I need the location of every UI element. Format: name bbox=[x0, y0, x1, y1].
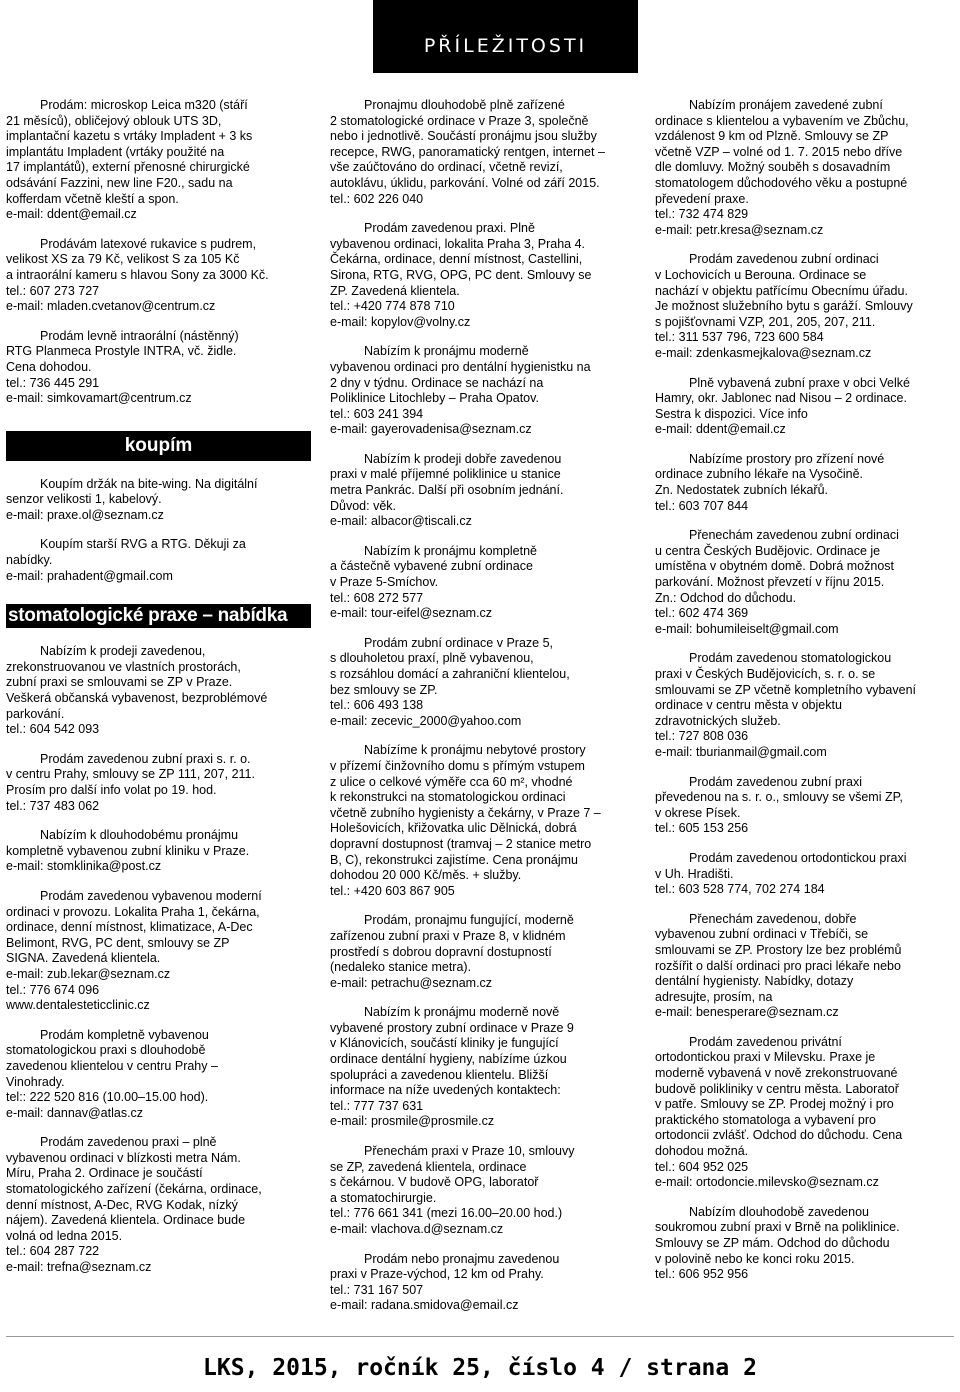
ad-line: ortodoncii zvlášť. Odchod do důchodu. Cena bbox=[655, 1128, 903, 1143]
classified-ad bbox=[6, 537, 311, 584]
ad-line: ordinace, denní místnost, klimatizace, A-Dec bbox=[6, 920, 253, 935]
ad-line: tel.: 603 241 394 bbox=[330, 406, 424, 421]
ad-line: Prodám zavedenou vybavenou moderní bbox=[40, 888, 262, 903]
ad-line: e-mail: bohumileiselt@gmail.com bbox=[655, 621, 839, 636]
classified-ad bbox=[655, 98, 955, 238]
section-heading-praxe: stomatologické praxe – nabídka bbox=[6, 604, 311, 628]
classified-ad bbox=[6, 237, 311, 315]
ad-line: v Lochovicích u Berouna. Ordinace se bbox=[655, 267, 867, 282]
ad-line: tel.: 602 226 040 bbox=[330, 191, 424, 206]
ad-line: s čekárnou. V budově OPG, laboratoř bbox=[330, 1175, 539, 1190]
ad-line: Prodám, pronajmu fungující, moderně bbox=[364, 913, 574, 928]
ad-line: 2 dny v týdnu. Ordinace se nachází na bbox=[330, 375, 544, 390]
ad-line: Prodám levně intraorální (nástěnný) bbox=[40, 328, 239, 343]
ad-line: praxi v malé příjemné poliklinice u stanice bbox=[330, 467, 561, 482]
ad-line: Prodám zavedenou praxi – plně bbox=[40, 1135, 217, 1150]
ad-line: u centra Českých Budějovic. Ordinace je bbox=[655, 543, 881, 558]
ad-line: umístěna v obytném domě. Dobrá možnost bbox=[655, 559, 895, 574]
ad-line: Nabízím k dlouhodobému pronájmu bbox=[40, 828, 239, 843]
ad-line: tel.: 727 808 036 bbox=[655, 729, 749, 744]
ad-line: Prodám zavedenou praxi. Plně bbox=[364, 221, 535, 236]
ad-line: e-mail: zecevic_2000@yahoo.com bbox=[330, 713, 522, 728]
ad-line: Přenechám zavedenou zubní ordinaci bbox=[689, 528, 899, 543]
ad-line: převedení praxe. bbox=[655, 191, 749, 206]
classified-ad bbox=[330, 1005, 638, 1130]
ad-line: tel.: 608 272 577 bbox=[330, 590, 424, 605]
ad-line: denní místnost, A-Dec, RVG Kodak, nízký bbox=[6, 1197, 238, 1212]
ad-line: tel.: 604 542 093 bbox=[6, 722, 100, 737]
ad-line: Plně vybavená zubní praxe v obci Velké bbox=[689, 375, 910, 390]
page-footer: LKS, 2015, ročník 25, číslo 4 / strana 2 bbox=[203, 1355, 757, 1381]
classified-ad bbox=[330, 636, 638, 730]
footer-divider bbox=[6, 1336, 954, 1337]
ad-line: Cena dohodou. bbox=[6, 359, 92, 374]
ad-line: e-mail: simkovamart@centrum.cz bbox=[6, 391, 192, 406]
ad-line: a stomatochirurgie. bbox=[330, 1190, 437, 1205]
classified-ad bbox=[330, 1252, 638, 1314]
ad-line: nebo i jednotlivě. Součástí pronájmu jsou služby bbox=[330, 129, 597, 144]
classified-ad bbox=[655, 851, 955, 898]
ad-line: RTG Planmeca Prostyle INTRA, vč. židle. bbox=[6, 344, 237, 359]
classified-ad bbox=[6, 1135, 311, 1275]
ad-line: ordinace v centru města v objektu bbox=[655, 698, 842, 713]
ad-line: rozšířit o další ordinaci pro praci lékaře nebo bbox=[655, 958, 901, 973]
ad-line: www.dentalesteticclinic.cz bbox=[6, 998, 150, 1013]
ad-line: tel.: 605 153 256 bbox=[655, 821, 749, 836]
ad-line: stomatologického zařízení (čekárna, ordinace, bbox=[6, 1182, 262, 1197]
ad-line: praxi v Praze-východ, 12 km od Prahy. bbox=[330, 1267, 544, 1282]
ad-line: Zn.: Odchod do důchodu. bbox=[655, 590, 797, 605]
ad-line: praktického stomatologa a vybavení pro bbox=[655, 1112, 876, 1127]
classified-ad bbox=[6, 644, 311, 738]
ad-line: bez smlouvy se ZP. bbox=[330, 682, 438, 697]
ad-line: tel.: 732 474 829 bbox=[655, 207, 749, 222]
ad-line: Zn. Nedostatek zubních lékařů. bbox=[655, 483, 829, 498]
ad-line: tel:: 222 520 816 (10.00–15.00 hod). bbox=[6, 1090, 209, 1105]
ad-line: v Praze 5-Smíchov. bbox=[330, 575, 439, 590]
ad-line: Je možnost služebního bytu s garáží. Smlouvy bbox=[655, 299, 913, 314]
ad-line: tel.: 606 493 138 bbox=[330, 698, 424, 713]
section-banner: PŘÍLEŽITOSTI bbox=[373, 0, 638, 73]
ad-line: smlouvami se ZP včetně kompletního vybavení bbox=[655, 682, 917, 697]
ad-line: implantační kazetu s vrtáky Impladent + 3 ks bbox=[6, 129, 253, 144]
classified-ad bbox=[655, 528, 955, 637]
ad-line: B, C), rekonstrukci zajistíme. Cena pronájmu bbox=[330, 852, 579, 867]
section-heading-koupim: koupím bbox=[6, 431, 311, 461]
ad-line: Nabízím k prodeji dobře zavedenou bbox=[364, 451, 562, 466]
ad-line: e-mail: radana.smidova@email.cz bbox=[330, 1298, 519, 1313]
ad-line: Sestra k dispozici. Více info bbox=[655, 406, 808, 421]
ad-line: a intraorální kameru s hlavou Sony za 3000 Kč. bbox=[6, 267, 269, 282]
ad-line: v patře. Smlouvy se ZP. Prodej možný i pro bbox=[655, 1097, 894, 1112]
ad-line: Nabízíme prostory pro zřízení nové bbox=[689, 451, 885, 466]
ad-line: v přízemí činžovního domu s přímým vstupem bbox=[330, 758, 585, 773]
ad-line: nachází v objektu patřícímu Obecnímu úřadu. bbox=[655, 283, 908, 298]
praxe-list bbox=[6, 644, 311, 1275]
ad-line: kompletně vybavenou zubní kliniku v Praze. bbox=[6, 843, 250, 858]
classified-ad bbox=[330, 743, 638, 899]
ad-line: se ZP, zavedená klientela, ordinace bbox=[330, 1159, 527, 1174]
ad-line: v Klánovicích, součástí kliniky je fungující bbox=[330, 1036, 559, 1051]
classified-ad bbox=[6, 1028, 311, 1122]
ad-line: tel.: +420 603 867 905 bbox=[330, 883, 455, 898]
ad-line: včetně zubního hygienisty a čekárny, v Praze 7 – bbox=[330, 805, 601, 820]
ad-line: Sirona, RTG, RVG, OPG, PC dent. Smlouvy se bbox=[330, 267, 592, 282]
classified-ad bbox=[6, 98, 311, 223]
ad-line: Nabízím pronájem zavedené zubní bbox=[689, 98, 883, 112]
column-right bbox=[655, 98, 955, 1297]
ad-line: Vinohrady. bbox=[6, 1074, 65, 1089]
ad-line: Nabízím k pronájmu moderně bbox=[364, 344, 529, 359]
ad-line: e-mail: tour-eifel@seznam.cz bbox=[330, 606, 493, 621]
ad-line: v okrese Písek. bbox=[655, 805, 741, 820]
ad-line: s pojišťovnami VZP, 201, 205, 207, 211. bbox=[655, 314, 876, 329]
ad-line: s dlouholetou praxí, plně vybavenou, bbox=[330, 651, 534, 666]
ad-line: Prodám nebo pronajmu zavedenou bbox=[364, 1251, 560, 1266]
ad-line: Prodám kompletně vybavenou bbox=[40, 1027, 209, 1042]
ad-line: adresujte, prosím, na bbox=[655, 989, 773, 1004]
ad-line: vybavené prostory zubní ordinace v Praze 9 bbox=[330, 1020, 574, 1035]
ad-line: Nabízím k prodeji zavedenou, bbox=[40, 644, 206, 659]
ad-line: ZP. Zavedená klientela. bbox=[330, 283, 460, 298]
ad-line: e-mail: praxe.ol@seznam.cz bbox=[6, 507, 164, 522]
ad-line: tel.: 777 737 631 bbox=[330, 1098, 424, 1113]
ad-line: Smlouvy se ZP mám. Odchod do důchodu bbox=[655, 1236, 890, 1250]
ad-line: e-mail: benesperare@seznam.cz bbox=[655, 1005, 839, 1020]
ads-list bbox=[6, 98, 311, 407]
ad-line: vybavenou zubní ordinaci v Třebíči, se bbox=[655, 927, 869, 942]
ad-line: s rozsáhlou domácí a zahraniční klientelou, bbox=[330, 667, 570, 681]
ad-line: zařízenou zubní praxi v Praze 8, v klidném bbox=[330, 928, 566, 943]
ad-line: e-mail: petr.kresa@seznam.cz bbox=[655, 222, 824, 237]
ad-line: tel.: 603 528 774, 702 274 184 bbox=[655, 882, 825, 897]
classified-ad bbox=[655, 376, 955, 438]
ad-line: tel.: 602 474 369 bbox=[655, 606, 749, 621]
ad-line: Poliklinice Litochleby – Praha Opatov. bbox=[330, 391, 539, 406]
ad-line: e-mail: prosmile@prosmile.cz bbox=[330, 1114, 495, 1129]
classified-ad bbox=[330, 913, 638, 991]
ad-line: Koupím držák na bite-wing. Na digitální bbox=[40, 476, 258, 491]
ad-line: tel.: 737 483 062 bbox=[6, 798, 100, 813]
ad-line: tel.: 604 287 722 bbox=[6, 1244, 100, 1259]
ad-line: ordinace dentální hygieny, nabízíme úzkou bbox=[330, 1052, 567, 1067]
ad-line: Čekárna, ordinace, denní místnost, Castellini, bbox=[330, 252, 583, 267]
classified-ad bbox=[655, 452, 955, 514]
ad-line: Nabízím dlouhodobě zavedenou bbox=[689, 1204, 869, 1219]
ad-line: velikost XS za 79 Kč, velikost S za 105 Kč bbox=[6, 252, 240, 267]
ad-line: Koupím starší RVG a RTG. Děkuji za bbox=[40, 537, 246, 552]
ad-line: dohodou 20 000 Kč/měs. + služby. bbox=[330, 868, 522, 883]
ad-line: tel.: 604 952 025 bbox=[655, 1159, 749, 1174]
ad-line: vybavenou ordinaci, lokalita Praha 3, Praha 4. bbox=[330, 236, 586, 251]
classified-ad bbox=[330, 452, 638, 530]
classified-ad bbox=[6, 828, 311, 875]
ad-line: parkování. Možnost převzetí v říjnu 2015. bbox=[655, 575, 885, 590]
ad-line: včetně VZP – volné od 1. 7. 2015 nebo dříve bbox=[655, 144, 903, 159]
ad-line: kofferdam včetně kleští a spon. bbox=[6, 191, 179, 206]
ad-line: prostředí s dobrou dopravní dostupností bbox=[330, 944, 552, 959]
ad-line: volná od ledna 2015. bbox=[6, 1228, 123, 1243]
ad-line: 17 implantátů), externí přenosné chirurgické bbox=[6, 160, 250, 175]
ad-line: e-mail: tburianmail@gmail.com bbox=[655, 744, 827, 759]
ad-line: Přenechám praxi v Praze 10, smlouvy bbox=[364, 1144, 575, 1159]
ad-line: praxi v Českých Budějovicích, s. r. o. se bbox=[655, 667, 876, 681]
ad-line: zubní praxi se smlouvami se ZP v Praze. bbox=[6, 675, 233, 690]
ad-line: e-mail: dannav@atlas.cz bbox=[6, 1105, 144, 1120]
ad-line: vybavenou ordinaci v blízkosti metra Nám. bbox=[6, 1150, 241, 1165]
ad-line: Prodám zavedenou zubní praxi bbox=[689, 774, 863, 789]
ad-line: (nedaleko stanice metra). bbox=[330, 960, 472, 975]
ad-line: Prodávám latexové rukavice s pudrem, bbox=[40, 236, 257, 251]
ad-line: SIGNA. Zavedená klientela. bbox=[6, 951, 161, 966]
classified-ad bbox=[655, 252, 955, 361]
ad-line: e-mail: ortodoncie.milevsko@seznam.cz bbox=[655, 1175, 879, 1190]
ad-line: soukromou zubní praxi v Brně na poliklinice. bbox=[655, 1220, 900, 1235]
ad-line: 21 měsíců), obličejový oblouk UTS 3D, bbox=[6, 113, 222, 128]
ad-line: nabídky. bbox=[6, 553, 53, 568]
ad-line: Prosím pro další info volat po 19. hod. bbox=[6, 783, 217, 797]
classified-ad bbox=[6, 889, 311, 1014]
ads-list bbox=[655, 98, 955, 1283]
ad-line: autoklávu, úklidu, parkování. Volné od září 2015. bbox=[330, 175, 600, 190]
ad-line: dle domluvy. Možný souběh s dosavadním bbox=[655, 160, 891, 175]
ad-line: parkování. bbox=[6, 706, 65, 721]
ad-line: Prodám zavedenou ortodontickou praxi bbox=[689, 850, 907, 865]
ad-line: stomatologickou praxi s dlouhodobě bbox=[6, 1043, 206, 1058]
ad-line: vybavenou ordinaci pro dentální hygienistku na bbox=[330, 359, 591, 374]
classified-ad bbox=[655, 912, 955, 1021]
ad-line: Důvod: věk. bbox=[330, 498, 397, 513]
ad-line: implantátu Impladent (vrtáky použité na bbox=[6, 144, 225, 159]
ad-line: Prodám zavedenou zubní praxi s. r. o. bbox=[40, 751, 251, 766]
classified-ad bbox=[655, 775, 955, 837]
classified-ad bbox=[330, 344, 638, 438]
ad-line: odsávání Fazzini, new line F20., sadu na bbox=[6, 175, 233, 190]
ad-line: ordinaci v provozu. Lokalita Praha 1, čekárna, bbox=[6, 904, 260, 919]
ad-line: ortodontickou praxi v Milevsku. Praxe je bbox=[655, 1050, 876, 1065]
ad-line: informace na níže uvedených kontaktech: bbox=[330, 1083, 561, 1098]
ads-list bbox=[330, 98, 638, 1314]
ad-line: e-mail: ddent@email.cz bbox=[655, 422, 786, 437]
ad-line: tel.: 776 674 096 bbox=[6, 982, 100, 997]
ad-line: v Uh. Hradišti. bbox=[655, 866, 734, 881]
classified-ad bbox=[6, 329, 311, 407]
classified-ad bbox=[655, 1205, 955, 1283]
ad-line: Hamry, okr. Jablonec nad Nisou – 2 ordinace. bbox=[655, 391, 907, 406]
ad-line: e-mail: stomklinika@post.cz bbox=[6, 859, 162, 874]
ad-line: tel.: 776 661 341 (mezi 16.00–20.00 hod.) bbox=[330, 1206, 563, 1221]
ad-line: vzdálenost 9 km od Plzně. Smlouvy se ZP bbox=[655, 129, 889, 144]
classified-ad bbox=[655, 1035, 955, 1191]
ad-line: zdravotnických služeb. bbox=[655, 713, 781, 728]
ad-line: recepce, RWG, panoramatický rentgen, internet – bbox=[330, 144, 605, 159]
ad-line: tel.: 607 273 727 bbox=[6, 283, 100, 298]
ad-line: e-mail: petrachu@seznam.cz bbox=[330, 975, 493, 990]
ad-line: Pronajmu dlouhodobě plně zařízené bbox=[364, 98, 565, 112]
ad-line: e-mail: mladen.cvetanov@centrum.cz bbox=[6, 299, 216, 314]
ad-line: metra Pankrác. Další při osobním jednání. bbox=[330, 483, 564, 498]
ad-line: senzor velikosti 1, kabelový. bbox=[6, 492, 162, 507]
classified-ad bbox=[330, 98, 638, 207]
ad-line: tel.: 606 952 956 bbox=[655, 1267, 749, 1282]
ad-line: a částečně vybavené zubní ordinace bbox=[330, 559, 533, 574]
classified-ad bbox=[330, 1144, 638, 1238]
ad-line: spolupráci a zavedenou klientelu. Bližší bbox=[330, 1067, 549, 1082]
classified-ad bbox=[655, 651, 955, 760]
ad-line: tel.: 603 707 844 bbox=[655, 498, 749, 513]
ad-line: tel.: 731 167 507 bbox=[330, 1282, 424, 1297]
ad-line: Přenechám zavedenou, dobře bbox=[689, 911, 857, 926]
ad-line: Prodám zavedenou zubní ordinaci bbox=[689, 252, 879, 267]
ad-line: v centru Prahy, smlouvy se ZP 111, 207, 211. bbox=[6, 767, 255, 782]
ad-line: Míru, Praha 2. Ordinace je součástí bbox=[6, 1166, 203, 1181]
ad-line: budově polikliniky v centru města. Laboratoř bbox=[655, 1081, 899, 1096]
ad-line: nájem). Zavedená klientela. Ordinace bude bbox=[6, 1213, 246, 1228]
ad-line: e-mail: gayerovadenisa@seznam.cz bbox=[330, 422, 532, 437]
ad-line: zrekonstruovanou ve vlastních prostorách, bbox=[6, 659, 241, 674]
classified-ad bbox=[330, 544, 638, 622]
ad-line: dopravní dostupnost (tramvaj – 2 stanice metro bbox=[330, 836, 592, 851]
ad-line: v polovině nebo ke konci roku 2015. bbox=[655, 1251, 855, 1266]
ad-line: e-mail: zub.lekar@seznam.cz bbox=[6, 966, 171, 981]
ad-line: e-mail: kopylov@volny.cz bbox=[330, 314, 471, 329]
ad-line: tel.: 736 445 291 bbox=[6, 375, 100, 390]
column-left bbox=[6, 98, 311, 1290]
ad-line: moderně vybavená v nově zrekonstruované bbox=[655, 1066, 898, 1081]
ad-line: e-mail: vlachova.d@seznam.cz bbox=[330, 1222, 504, 1236]
ad-line: Belimont, RVG, PC dent, smlouvy se ZP bbox=[6, 935, 230, 950]
ad-line: k rekonstrukci na stomatologickou ordinaci bbox=[330, 790, 566, 805]
ad-line: tel.: +420 774 878 710 bbox=[330, 299, 455, 314]
koupim-list bbox=[6, 477, 311, 585]
ad-line: e-mail: trefna@seznam.cz bbox=[6, 1260, 152, 1275]
classified-ad bbox=[6, 477, 311, 524]
ad-line: Prodám zavedenou stomatologickou bbox=[689, 651, 892, 666]
ad-line: zavedenou klientelou v centru Prahy – bbox=[6, 1058, 218, 1073]
ad-line: stomatologem důchodového věku a postupné bbox=[655, 175, 908, 190]
ad-line: převedenou na s. r. o., smlouvy se všemi ZP, bbox=[655, 790, 903, 805]
ad-line: smlouvami se ZP. Prostory lze bez problémů bbox=[655, 942, 902, 957]
ad-line: e-mail: prahadent@gmail.com bbox=[6, 568, 173, 583]
ad-line: Prodám: microskop Leica m320 (stáří bbox=[40, 98, 248, 112]
ad-line: z ulice o celkové výměře cca 60 m², vhodné bbox=[330, 774, 573, 789]
ad-line: Holešovicích, křižovatka ulic Dělnická, dobrá bbox=[330, 821, 577, 836]
ad-line: e-mail: zdenkasmejkalova@seznam.cz bbox=[655, 345, 872, 360]
column-middle bbox=[330, 98, 638, 1328]
ad-line: Prodám zavedenou privátní bbox=[689, 1034, 842, 1049]
ad-line: e-mail: albacor@tiscali.cz bbox=[330, 514, 472, 529]
ad-line: ordinace zubního lékaře na Vysočině. bbox=[655, 467, 864, 482]
ad-line: Nabízíme k pronájmu nebytové prostory bbox=[364, 743, 586, 758]
ad-line: Nabízím k pronájmu kompletně bbox=[364, 543, 537, 558]
ad-line: Prodám zubní ordinace v Praze 5, bbox=[364, 635, 553, 650]
ad-line: Veškerá občanská vybavenost, bezproblémové bbox=[6, 691, 268, 706]
ad-line: 2 stomatologické ordinace v Praze 3, společně bbox=[330, 113, 589, 128]
ad-line: tel.: 311 537 796, 723 600 584 bbox=[655, 330, 824, 345]
ad-line: Nabízím k pronájmu moderně nově bbox=[364, 1005, 560, 1020]
ad-line: ordinace s klientelou a vybavením ve Zbůchu, bbox=[655, 113, 909, 128]
classified-ad bbox=[330, 221, 638, 330]
ad-line: vše zaúčtováno do ordinací, včetně revizí, bbox=[330, 160, 563, 175]
ad-line: dohodou možná. bbox=[655, 1144, 749, 1159]
classified-ad bbox=[6, 752, 311, 814]
ad-line: e-mail: ddent@email.cz bbox=[6, 207, 137, 222]
ad-line: dentální hygienisty. Nabídky, dotazy bbox=[655, 974, 854, 989]
